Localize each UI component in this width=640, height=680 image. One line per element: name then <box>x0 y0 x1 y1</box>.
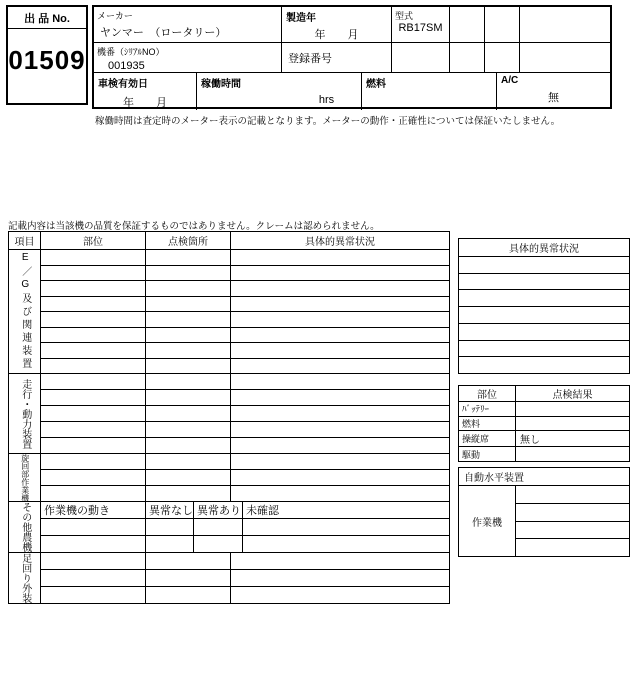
point-cell <box>146 438 231 453</box>
point-cell <box>146 266 231 281</box>
group-drive-label: 走行・動力装置 <box>19 378 31 449</box>
group-drive-label-cell <box>9 374 41 453</box>
machine-info-table <box>92 5 612 109</box>
disclaimer-note: 記載内容は当該機の品質を保証するものではありません。クレームは認められません。 <box>8 221 380 232</box>
group-exterior-label-cell <box>9 553 41 603</box>
group-other-label: その他農機 <box>19 502 31 552</box>
result-battery <box>516 402 629 416</box>
option-abnormality: 異常あり <box>194 502 243 518</box>
part-cell <box>41 390 146 405</box>
part-cell <box>41 422 146 437</box>
part-cell <box>41 587 146 603</box>
part-cell <box>41 438 146 453</box>
group-other-label-cell <box>9 502 41 552</box>
inspection-row <box>41 406 449 422</box>
group-exterior <box>9 553 449 603</box>
result-result-header: 点検結果 <box>552 390 593 401</box>
point-cell <box>146 422 231 437</box>
group-exterior-rows <box>41 553 449 603</box>
mfg-year-value: 年 月 <box>314 29 359 41</box>
group-drive <box>9 374 449 454</box>
empty-cell <box>392 43 450 72</box>
detail-cell <box>231 343 449 358</box>
inspection-row <box>41 312 449 328</box>
detail-cell <box>231 587 449 603</box>
detail-cell <box>231 281 449 296</box>
fuel-label: 燃料 <box>366 79 386 90</box>
maker-label: メーカー <box>97 11 133 21</box>
result-table-header <box>459 386 629 402</box>
point-cell <box>146 312 231 327</box>
inspection-table <box>8 231 450 604</box>
point-cell <box>146 297 231 312</box>
empty-cell <box>450 7 485 42</box>
group-engine-label-cell <box>9 250 41 373</box>
mfg-year-cell <box>282 7 392 42</box>
inspection-row <box>41 587 449 603</box>
detail-cell <box>231 297 449 312</box>
empty-cell <box>194 519 243 535</box>
inspection-row <box>41 250 449 266</box>
group-implement-label: 旋回部作業機 <box>20 454 30 501</box>
group-engine <box>9 250 449 374</box>
ac-label: A/C <box>501 75 519 86</box>
group-implement-label-cell <box>9 454 41 501</box>
detail-cell <box>231 422 449 437</box>
group-other <box>9 502 449 553</box>
result-row-battery <box>459 402 629 417</box>
detail-cell <box>231 486 449 501</box>
implement-motion-label: 作業機の動き <box>41 502 146 518</box>
abnormal-conditions-box <box>458 238 630 374</box>
empty-cell <box>485 7 520 42</box>
point-cell <box>146 281 231 296</box>
meter-note: 稼働時間は査定時のメーター表示の記載となります。メーターの動作・正確性については保証いたしません。 <box>95 116 561 127</box>
inspection-table-header <box>9 232 449 250</box>
header-point: 点検箇所 <box>146 232 231 249</box>
inspection-row <box>41 519 449 536</box>
point-cell <box>146 250 231 265</box>
inspection-row <box>41 553 449 570</box>
detail-cell <box>231 438 449 453</box>
result-table <box>458 385 630 462</box>
fuel-cell <box>362 73 497 110</box>
part-cell <box>41 519 146 535</box>
model-label: 型式 <box>395 11 414 21</box>
part-cell <box>41 359 146 374</box>
model-value: RB17SM <box>398 22 443 34</box>
leveling-title: 自動水平装置 <box>459 468 629 486</box>
detail-cell <box>231 374 449 389</box>
abnormal-row <box>459 257 629 274</box>
hours-value: hrs <box>318 94 335 106</box>
empty-cell <box>450 43 485 72</box>
part-cell <box>41 374 146 389</box>
part-cell <box>41 343 146 358</box>
implement-motion-row <box>41 502 449 519</box>
leveling-body <box>459 486 629 556</box>
abnormal-row <box>459 274 629 291</box>
registration-label: 登録番号 <box>288 52 332 65</box>
point-cell <box>146 374 231 389</box>
group-engine-rows <box>41 250 449 373</box>
inspection-row <box>41 359 449 374</box>
option-no-abnormality: 異常なし <box>146 502 194 518</box>
abnormal-row <box>459 341 629 358</box>
detail-cell <box>231 570 449 586</box>
leveling-rows <box>516 486 629 556</box>
serial-value: 001935 <box>108 60 145 72</box>
leveling-empty-row <box>516 539 629 556</box>
inspection-row <box>41 266 449 282</box>
point-cell <box>146 328 231 343</box>
detail-cell <box>231 406 449 421</box>
leveling-table <box>458 467 630 557</box>
part-cell <box>41 536 146 552</box>
result-fuel <box>516 417 629 431</box>
hours-label: 稼働時間 <box>201 79 241 90</box>
inspection-row <box>41 438 449 453</box>
part-drive: 駆動 <box>459 447 516 461</box>
part-cell <box>41 570 146 586</box>
abnormal-row <box>459 290 629 307</box>
detail-cell <box>231 470 449 485</box>
part-cell <box>41 281 146 296</box>
part-cell <box>41 250 146 265</box>
serial-cell <box>94 43 282 72</box>
part-cell <box>41 486 146 501</box>
inspection-row <box>41 486 449 501</box>
detail-cell <box>231 250 449 265</box>
leveling-empty-row <box>516 504 629 522</box>
detail-cell <box>231 359 449 374</box>
empty-cell <box>194 536 243 552</box>
detail-cell <box>231 312 449 327</box>
part-cell <box>41 312 146 327</box>
part-cell <box>41 297 146 312</box>
exhibit-label: 出 品 No. <box>8 7 86 29</box>
info-row-3 <box>94 73 610 110</box>
model-cell <box>392 7 450 42</box>
point-cell <box>146 454 231 469</box>
part-cell <box>41 266 146 281</box>
group-engine-label: E／G及び関連装置 <box>19 252 31 371</box>
part-cell <box>41 553 146 569</box>
group-drive-rows <box>41 374 449 453</box>
ac-value: 無 <box>548 92 559 104</box>
abnormal-row <box>459 357 629 373</box>
part-battery: ﾊﾞｯﾃﾘｰ <box>459 402 516 416</box>
group-implement <box>9 454 449 502</box>
registration-cell <box>282 43 392 72</box>
detail-cell <box>231 553 449 569</box>
empty-cell <box>243 536 449 552</box>
detail-cell <box>231 266 449 281</box>
hours-cell <box>197 73 362 110</box>
header-detail: 具体的異常状況 <box>305 237 375 248</box>
detail-cell <box>231 390 449 405</box>
ac-cell <box>497 73 610 110</box>
inspection-row <box>41 454 449 470</box>
empty-cell <box>520 7 610 42</box>
part-fuel: 燃料 <box>459 417 516 431</box>
empty-cell <box>520 43 610 72</box>
maker-cell <box>94 7 282 42</box>
inspection-date-cell <box>94 73 197 110</box>
empty-cell <box>146 519 194 535</box>
part-cell <box>41 470 146 485</box>
inspection-row <box>41 343 449 359</box>
inspection-row <box>41 570 449 587</box>
empty-cell <box>485 43 520 72</box>
result-row-seat <box>459 431 629 447</box>
inspection-row <box>41 390 449 406</box>
part-cell <box>41 406 146 421</box>
point-cell <box>146 343 231 358</box>
maker-value: ヤンマー （ロータリー） <box>100 27 227 39</box>
inspection-date-value: 年 月 <box>123 97 167 109</box>
point-cell <box>146 553 231 569</box>
inspection-row <box>41 536 449 552</box>
info-row-1 <box>94 7 610 43</box>
part-cell <box>41 328 146 343</box>
inspection-row <box>41 297 449 313</box>
point-cell <box>146 406 231 421</box>
exhibit-number: 01509 <box>8 45 86 75</box>
part-seat: 操縦席 <box>459 431 516 446</box>
inspection-row <box>41 422 449 438</box>
abnormal-conditions-title: 具体的異常状況 <box>459 239 629 257</box>
result-row-fuel <box>459 417 629 432</box>
point-cell <box>146 470 231 485</box>
leveling-row-label: 作業機 <box>459 486 516 556</box>
point-cell <box>146 570 231 586</box>
exhibit-number-box <box>6 5 88 105</box>
inspection-row <box>41 374 449 390</box>
detail-cell <box>231 454 449 469</box>
detail-cell <box>231 328 449 343</box>
inspection-row <box>41 470 449 486</box>
empty-cell <box>243 519 449 535</box>
header-part: 部位 <box>41 232 146 249</box>
group-implement-rows <box>41 454 449 501</box>
mfg-year-label: 製造年 <box>286 13 316 24</box>
inspection-row <box>41 281 449 297</box>
inspection-date-label: 車検有効日 <box>98 79 148 90</box>
inspection-row <box>41 328 449 344</box>
result-part-header: 部位 <box>459 386 516 401</box>
point-cell <box>146 486 231 501</box>
result-row-drive <box>459 447 629 461</box>
header-item: 項目 <box>9 232 41 249</box>
point-cell <box>146 390 231 405</box>
group-exterior-label: 足回り外装 <box>19 553 31 603</box>
point-cell <box>146 359 231 374</box>
info-row-2 <box>94 43 610 73</box>
abnormal-row <box>459 307 629 324</box>
option-unconfirmed: 未確認 <box>246 505 279 517</box>
point-cell <box>146 587 231 603</box>
leveling-empty-row <box>516 486 629 504</box>
leveling-empty-row <box>516 522 629 540</box>
abnormal-conditions-rows <box>459 257 629 373</box>
part-cell <box>41 454 146 469</box>
abnormal-row <box>459 324 629 341</box>
result-seat: 無し <box>520 435 540 447</box>
result-drive <box>516 447 629 461</box>
empty-cell <box>146 536 194 552</box>
serial-label: 機番（ｼﾘｱﾙNO） <box>97 47 165 57</box>
group-other-rows <box>41 502 449 552</box>
